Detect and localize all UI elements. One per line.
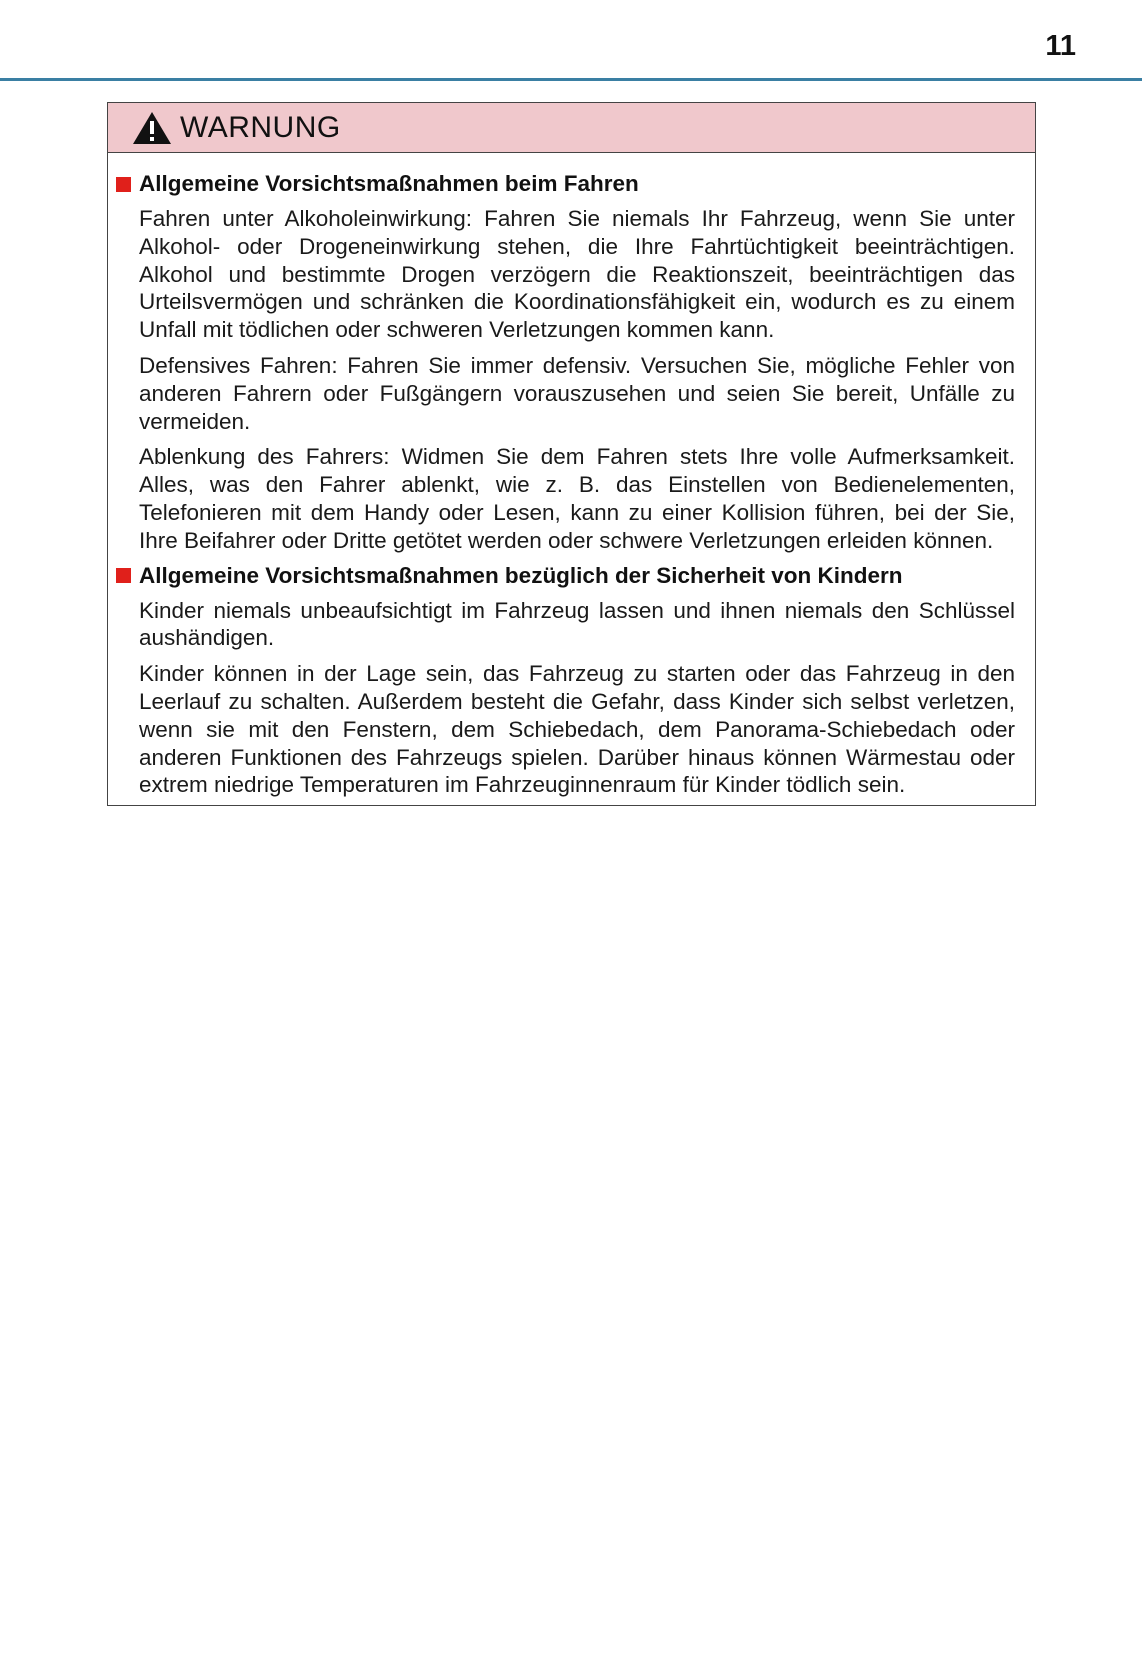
- paragraph-unattended: Kinder niemals unbeaufsichtigt im Fahrzeug lassen und ihnen niemals den Schlüssel aushändigen.: [139, 597, 1015, 651]
- section-heading-text: Allgemeine Vorsichtsmaßnahmen bezüglich der Sicherheit von Kindern: [139, 562, 903, 588]
- header-rule: [0, 78, 1142, 81]
- warning-header: [108, 103, 1035, 153]
- warning-box: [107, 102, 1036, 806]
- paragraph-defensive: Defensives Fahren: Fahren Sie immer defensiv. Versuchen Sie, mögliche Fehler von anderen Fahrern oder Fußgängern vorauszusehen und seien Sie bereit, Unfälle zu vermeiden.: [139, 352, 1015, 434]
- bullet-square-icon: [116, 177, 131, 192]
- warning-triangle-icon: [132, 111, 172, 145]
- page-number: 11: [1045, 30, 1076, 62]
- section-heading-driving: [116, 171, 1015, 197]
- paragraph-alcohol: Fahren unter Alkoholeinwirkung: Fahren Sie niemals Ihr Fahrzeug, wenn Sie unter Alkohol- oder Drogeneinwirkung stehen, die Ihre Fahrtüchtigkeit beeinträchtigen. Alkohol und bestimmte Drogen verzögern die Reaktionszeit, beeinträchtigen das Urteilsvermögen und schränken die Koordinationsfähigkeit ein, wodurch es zu einem Unfall mit tödlichen oder schweren Verletzungen kommen kann.: [139, 206, 1015, 343]
- warning-body: [108, 153, 1035, 799]
- section-heading-children: [116, 563, 1015, 589]
- section-heading-text: Allgemeine Vorsichtsmaßnahmen beim Fahren: [139, 171, 639, 196]
- bullet-square-icon: [116, 568, 131, 583]
- paragraph-children-risks: Kinder können in der Lage sein, das Fahrzeug zu starten oder das Fahrzeug in den Leerlauf zu schalten. Außerdem besteht die Gefahr, dass Kinder sich selbst verletzen, wenn sie mit den Fenstern, dem Schiebedach, dem Panorama-Schiebedach oder anderen Funktionen des Fahrzeugs spielen. Darüber hinaus können Wärmestau oder extrem niedrige Temperaturen im Fahrzeuginnenraum für Kinder tödlich sein.: [139, 661, 1015, 798]
- paragraph-distraction: Ablenkung des Fahrers: Widmen Sie dem Fahren stets Ihre volle Aufmerksamkeit. Alles, was den Fahrer ablenkt, wie z. B. das Einstellen von Bedienelementen, Telefonieren mit dem Handy oder Lesen, kann zu einer Kollision führen, bei der Sie, Ihre Beifahrer oder Dritte getötet werden oder schwere Verletzungen erleiden können.: [139, 444, 1015, 553]
- warning-title: WARNUNG: [180, 110, 341, 144]
